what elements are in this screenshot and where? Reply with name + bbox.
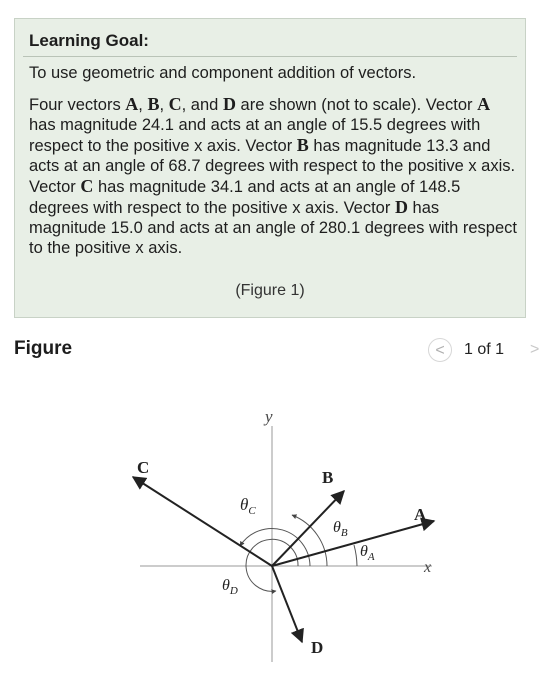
- learning-goal-title: Learning Goal:: [29, 31, 149, 50]
- theta-c-label: $\theta_C$: [240, 495, 256, 517]
- vector-symbol: A: [477, 94, 491, 114]
- vector-symbol: D: [394, 197, 408, 217]
- vector-symbol: D: [222, 94, 236, 114]
- text-run: has magnitude 24.1 and acts at an angle of 15.5 degrees with respect to the positive x axis. Vector: [29, 116, 481, 155]
- figure-page-count: 1 of 1: [464, 341, 505, 358]
- theta-a-arc: [354, 545, 357, 566]
- figure-heading: Figure: [14, 338, 73, 359]
- vector-symbol: A: [125, 94, 139, 114]
- vector-a: [272, 521, 434, 566]
- theta-a-label: $\theta_A$: [360, 543, 375, 563]
- learning-goal-panel: [14, 18, 526, 318]
- vector-symbol: B: [296, 135, 309, 155]
- text-run: ,: [159, 96, 169, 114]
- vector-d-label: D: [311, 638, 324, 657]
- theta-b-label: $\theta_B$: [333, 519, 348, 539]
- vector-symbol: B: [147, 94, 160, 114]
- vector-diagram: [0, 380, 540, 700]
- vector-c: [133, 477, 272, 566]
- problem-paragraph: [29, 94, 519, 258]
- vector-symbol: C: [168, 94, 182, 114]
- text-run: , and: [181, 96, 223, 114]
- figure-pager: [428, 338, 540, 364]
- text-run: has magnitude 34.1 and acts at an angle of 148.5 degrees with respect to the positive x axis. Vector: [29, 178, 461, 217]
- x-axis-label: x: [424, 559, 432, 576]
- text-run: ,: [138, 96, 148, 114]
- vector-a-label: A: [414, 505, 427, 524]
- text-run: are shown (not to scale). Vector: [235, 96, 478, 114]
- text-run: Four vectors: [29, 96, 126, 114]
- theta-c-arc: [240, 528, 310, 566]
- text-run: has magnitude 15.0 and acts at an angle of 280.1 degrees with respect to the positive x axis.: [29, 199, 517, 257]
- previous-figure-button[interactable]: <: [428, 338, 452, 362]
- vector-symbol: C: [80, 176, 94, 196]
- vector-b-label: B: [322, 468, 334, 487]
- divider: [23, 56, 517, 57]
- vector-c-label: C: [137, 458, 150, 477]
- learning-goal-subtitle: To use geometric and component addition of vectors.: [29, 64, 417, 82]
- vector-d: [272, 566, 302, 642]
- text-run: has magnitude 13.3 and acts at an angle of 68.7 degrees with respect to the positive x axis. Vector: [29, 137, 516, 196]
- next-figure-button[interactable]: >: [530, 341, 540, 358]
- theta-d-label: $\theta_D$: [222, 577, 238, 597]
- figure-1-link[interactable]: (Figure 1): [235, 282, 305, 299]
- y-axis-label: y: [265, 407, 273, 426]
